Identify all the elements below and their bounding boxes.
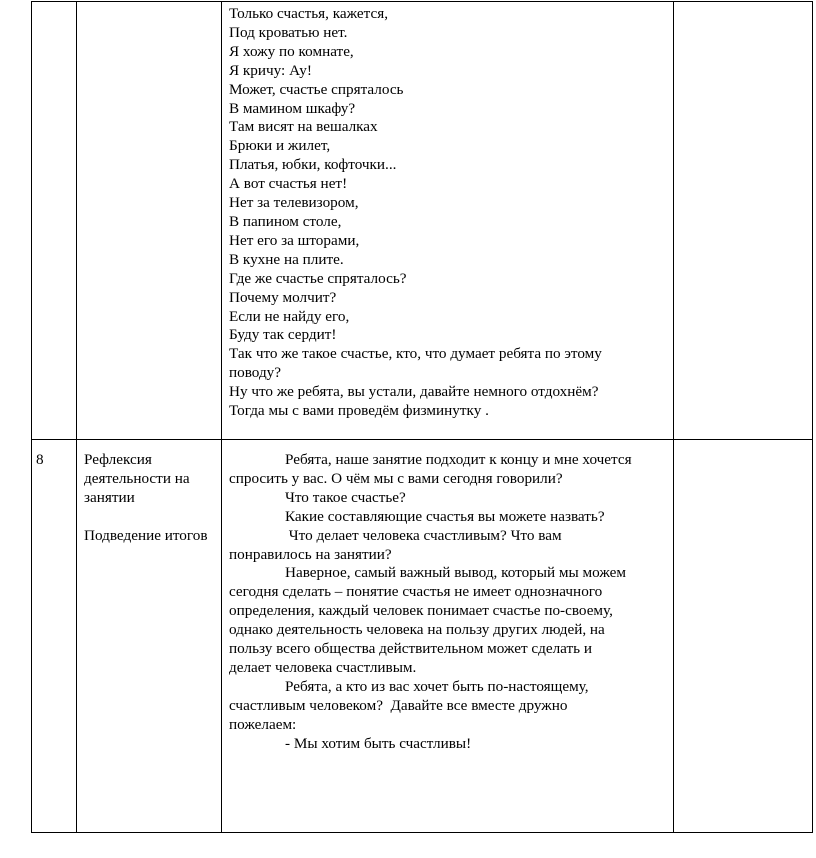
text-line: А вот счастья нет! (229, 175, 348, 193)
text-line: Брюки и жилет, (229, 137, 331, 155)
text-line: Так что же такое счастье, кто, что думает ребята по этому (229, 345, 602, 363)
text-line: поводу? (229, 364, 282, 382)
stage-title: Рефлексия деятельности на занятии (84, 451, 190, 506)
stage-cell (77, 2, 222, 440)
text-line: Ну что же ребята, вы устали, давайте немного отдохнём? (229, 383, 599, 401)
text-line: В кухне на плите. (229, 250, 344, 268)
text-line: счастливым человеком? Давайте все вместе дружно (229, 696, 568, 714)
text-line: Если не найду его, (229, 307, 350, 325)
text-line: Что такое счастье? (285, 488, 406, 506)
text-line: Ребята, наше занятие подходит к концу и мне хочется (285, 451, 632, 468)
content-cell (222, 440, 674, 833)
text-line: - Мы хотим быть счастливы! (285, 734, 472, 752)
text-line: определения, каждый человек понимает счастье по-своему, (229, 602, 613, 620)
text-line: Нет за телевизором, (229, 194, 359, 212)
text-line: В мамином шкафу? (229, 99, 356, 117)
step-number-cell (32, 440, 77, 833)
text-line: Почему молчит? (229, 288, 337, 306)
text-line: понравилось на занятии? (229, 545, 392, 563)
table-row (32, 2, 813, 440)
summary-text (222, 440, 673, 754)
text-line: пользу всего общества действительном может сделать и (229, 640, 593, 658)
text-line: Что делает человека счастливым? Что вам (285, 526, 562, 544)
text-line: Наверное, самый важный вывод, который мы можем (285, 564, 626, 582)
text-line: Тогда мы с вами проведём физминутку . (229, 402, 489, 420)
text-line: Ребята, а кто из вас хочет быть по-настоящему, (285, 677, 589, 695)
text-line: делает человека счастливым. (229, 658, 417, 676)
text-line: Только счастья, кажется, (229, 5, 388, 22)
text-line: Я хожу по комнате, (229, 42, 354, 60)
text-line: Я кричу: Ау! (229, 61, 312, 79)
step-number: 8 (36, 451, 44, 468)
text-line: сегодня сделать – понятие счастья не имеет однозначного (229, 583, 603, 601)
text-line: Платья, юбки, кофточки... (229, 156, 397, 174)
notes-cell (674, 440, 813, 833)
text-line: Там висят на вешалках (229, 118, 378, 136)
stage-cell (77, 440, 222, 833)
text-line: Может, счастье спряталось (229, 80, 404, 98)
notes-cell (674, 2, 813, 440)
content-cell (222, 2, 674, 440)
text-line: Под кроватью нет. (229, 23, 348, 41)
text-line: Буду так сердит! (229, 326, 337, 344)
text-line: Где же счастье спряталось? (229, 269, 407, 287)
text-line: однако деятельность человека на пользу других людей, на (229, 621, 605, 639)
text-line: Какие составляющие счастья вы можете назвать? (285, 507, 605, 525)
lesson-plan-table (31, 1, 813, 833)
poem-text (222, 2, 673, 421)
table-row (32, 440, 813, 833)
text-line: пожелаем: (229, 715, 297, 733)
step-number-cell (32, 2, 77, 440)
text-line: спросить у вас. О чём мы с вами сегодня говорили? (229, 469, 563, 487)
stage-subtitle: Подведение итогов (84, 526, 208, 544)
text-line: Нет его за шторами, (229, 231, 360, 249)
text-line: В папином столе, (229, 212, 342, 230)
